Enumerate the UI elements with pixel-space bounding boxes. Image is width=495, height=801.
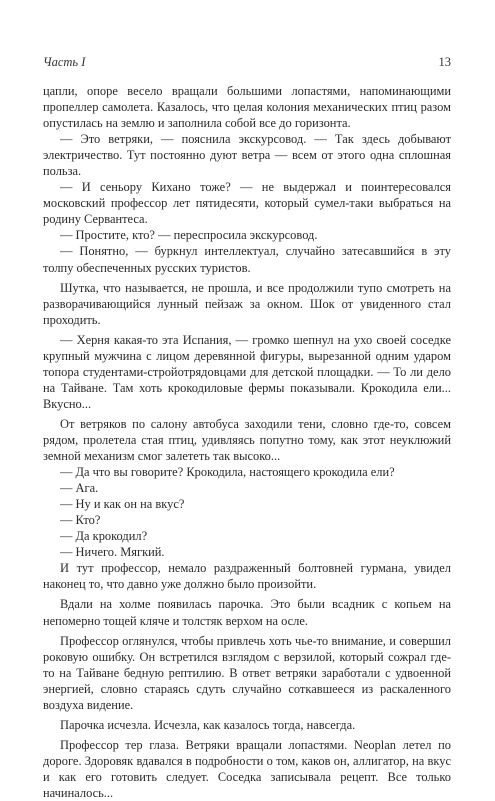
paragraph: Профессор оглянулся, чтобы привлечь хоть чье-то внимание, и совершил роковую ошибку. Он встретился взглядом с верзилой, который сожрал где-то на Тайване бедную рептилию. В ответ ветряки заработали с удвоенной энергией, словно стараясь сдуть случайно соткавшееся из раскаленного воздуха видение. xyxy=(43,633,451,712)
paragraph: Шутка, что называется, не прошла, и все продолжили тупо смотреть на разворачивающийся лунный пейзаж за окном. Шок от увиденного стал проходить. xyxy=(43,280,451,327)
running-head: Часть I xyxy=(43,55,86,69)
paragraph: — Да крокодил? xyxy=(60,529,148,544)
paragraph: Парочка исчезла. Исчезла, как казалось тогда, навсегда. xyxy=(60,717,356,732)
paragraph: — Это ветряки, — пояснила экскурсовод. — Так здесь добывают электричество. Тут постоянно дуют ветра — всем от этого одна сплошная польза. xyxy=(43,132,451,179)
paragraph: — Ну и как он на вкус? xyxy=(60,497,185,512)
paragraph: Вдали на холме появилась парочка. Это были всадник с копьем на непомерно тощей кляче и толстяк верхом на осле. xyxy=(43,597,451,628)
paragraph: цапли, опоре весело вращали большими лопастями, напоминающими пропеллер самолета. Казалось, что целая колония механических птиц разом опустилась на землю и заполнила собой все до горизонта. xyxy=(43,84,451,131)
body-text xyxy=(43,83,451,801)
paragraph: — Да что вы говорите? Крокодила, настоящего крокодила ели? xyxy=(60,465,395,480)
paragraph: — Ничего. Мягкий. xyxy=(60,545,165,560)
paragraph: — Простите, кто? — переспросила экскурсовод. xyxy=(60,228,318,243)
page-number: 13 xyxy=(438,55,451,69)
paragraph: — Ага. xyxy=(60,481,99,496)
paragraph: — Понятно, — буркнул интеллектуал, случайно затесавшийся в эту толпу обеспеченных русских туристов. xyxy=(43,244,451,275)
paragraph: — И сеньору Кихано тоже? — не выдержал и поинтересовался московский профессор лет пятидесяти, который сумел-таки выбраться на родину Сервантеса. xyxy=(43,180,451,227)
paragraph: И тут профессор, немало раздраженный болтовней гурмана, увидел наконец то, что давно уже должно было произойти. xyxy=(43,561,451,592)
page-header xyxy=(43,55,451,73)
paragraph: — Кто? xyxy=(60,513,101,528)
paragraph: — Херня какая-то эта Испания, — громко шепнул на ухо своей соседке крупный мужчина с лицом деревянной фигуры, вырезанной одним ударом топора студентами-стройотрядовцами для детской площадки. — То ли дело на Тайване. Там хоть крокодиловые фермы показывали. Крокодила ели... Вкусно... xyxy=(43,332,451,411)
paragraph: Профессор тер глаза. Ветряки вращали лопастями. Neoplan летел по дороге. Здоровяк вдавался в подробности о том, каков он, аллигатор, на вкус и как его готовить следует. Соседка записывала рецепт. Все только начиналось... xyxy=(43,737,451,800)
paragraph: От ветряков по салону автобуса заходили тени, словно где-то, совсем рядом, пролетела стая птиц, удивляясь попутно тому, как этот неуклюжий земной механизм смог залететь так высоко... xyxy=(43,416,451,464)
